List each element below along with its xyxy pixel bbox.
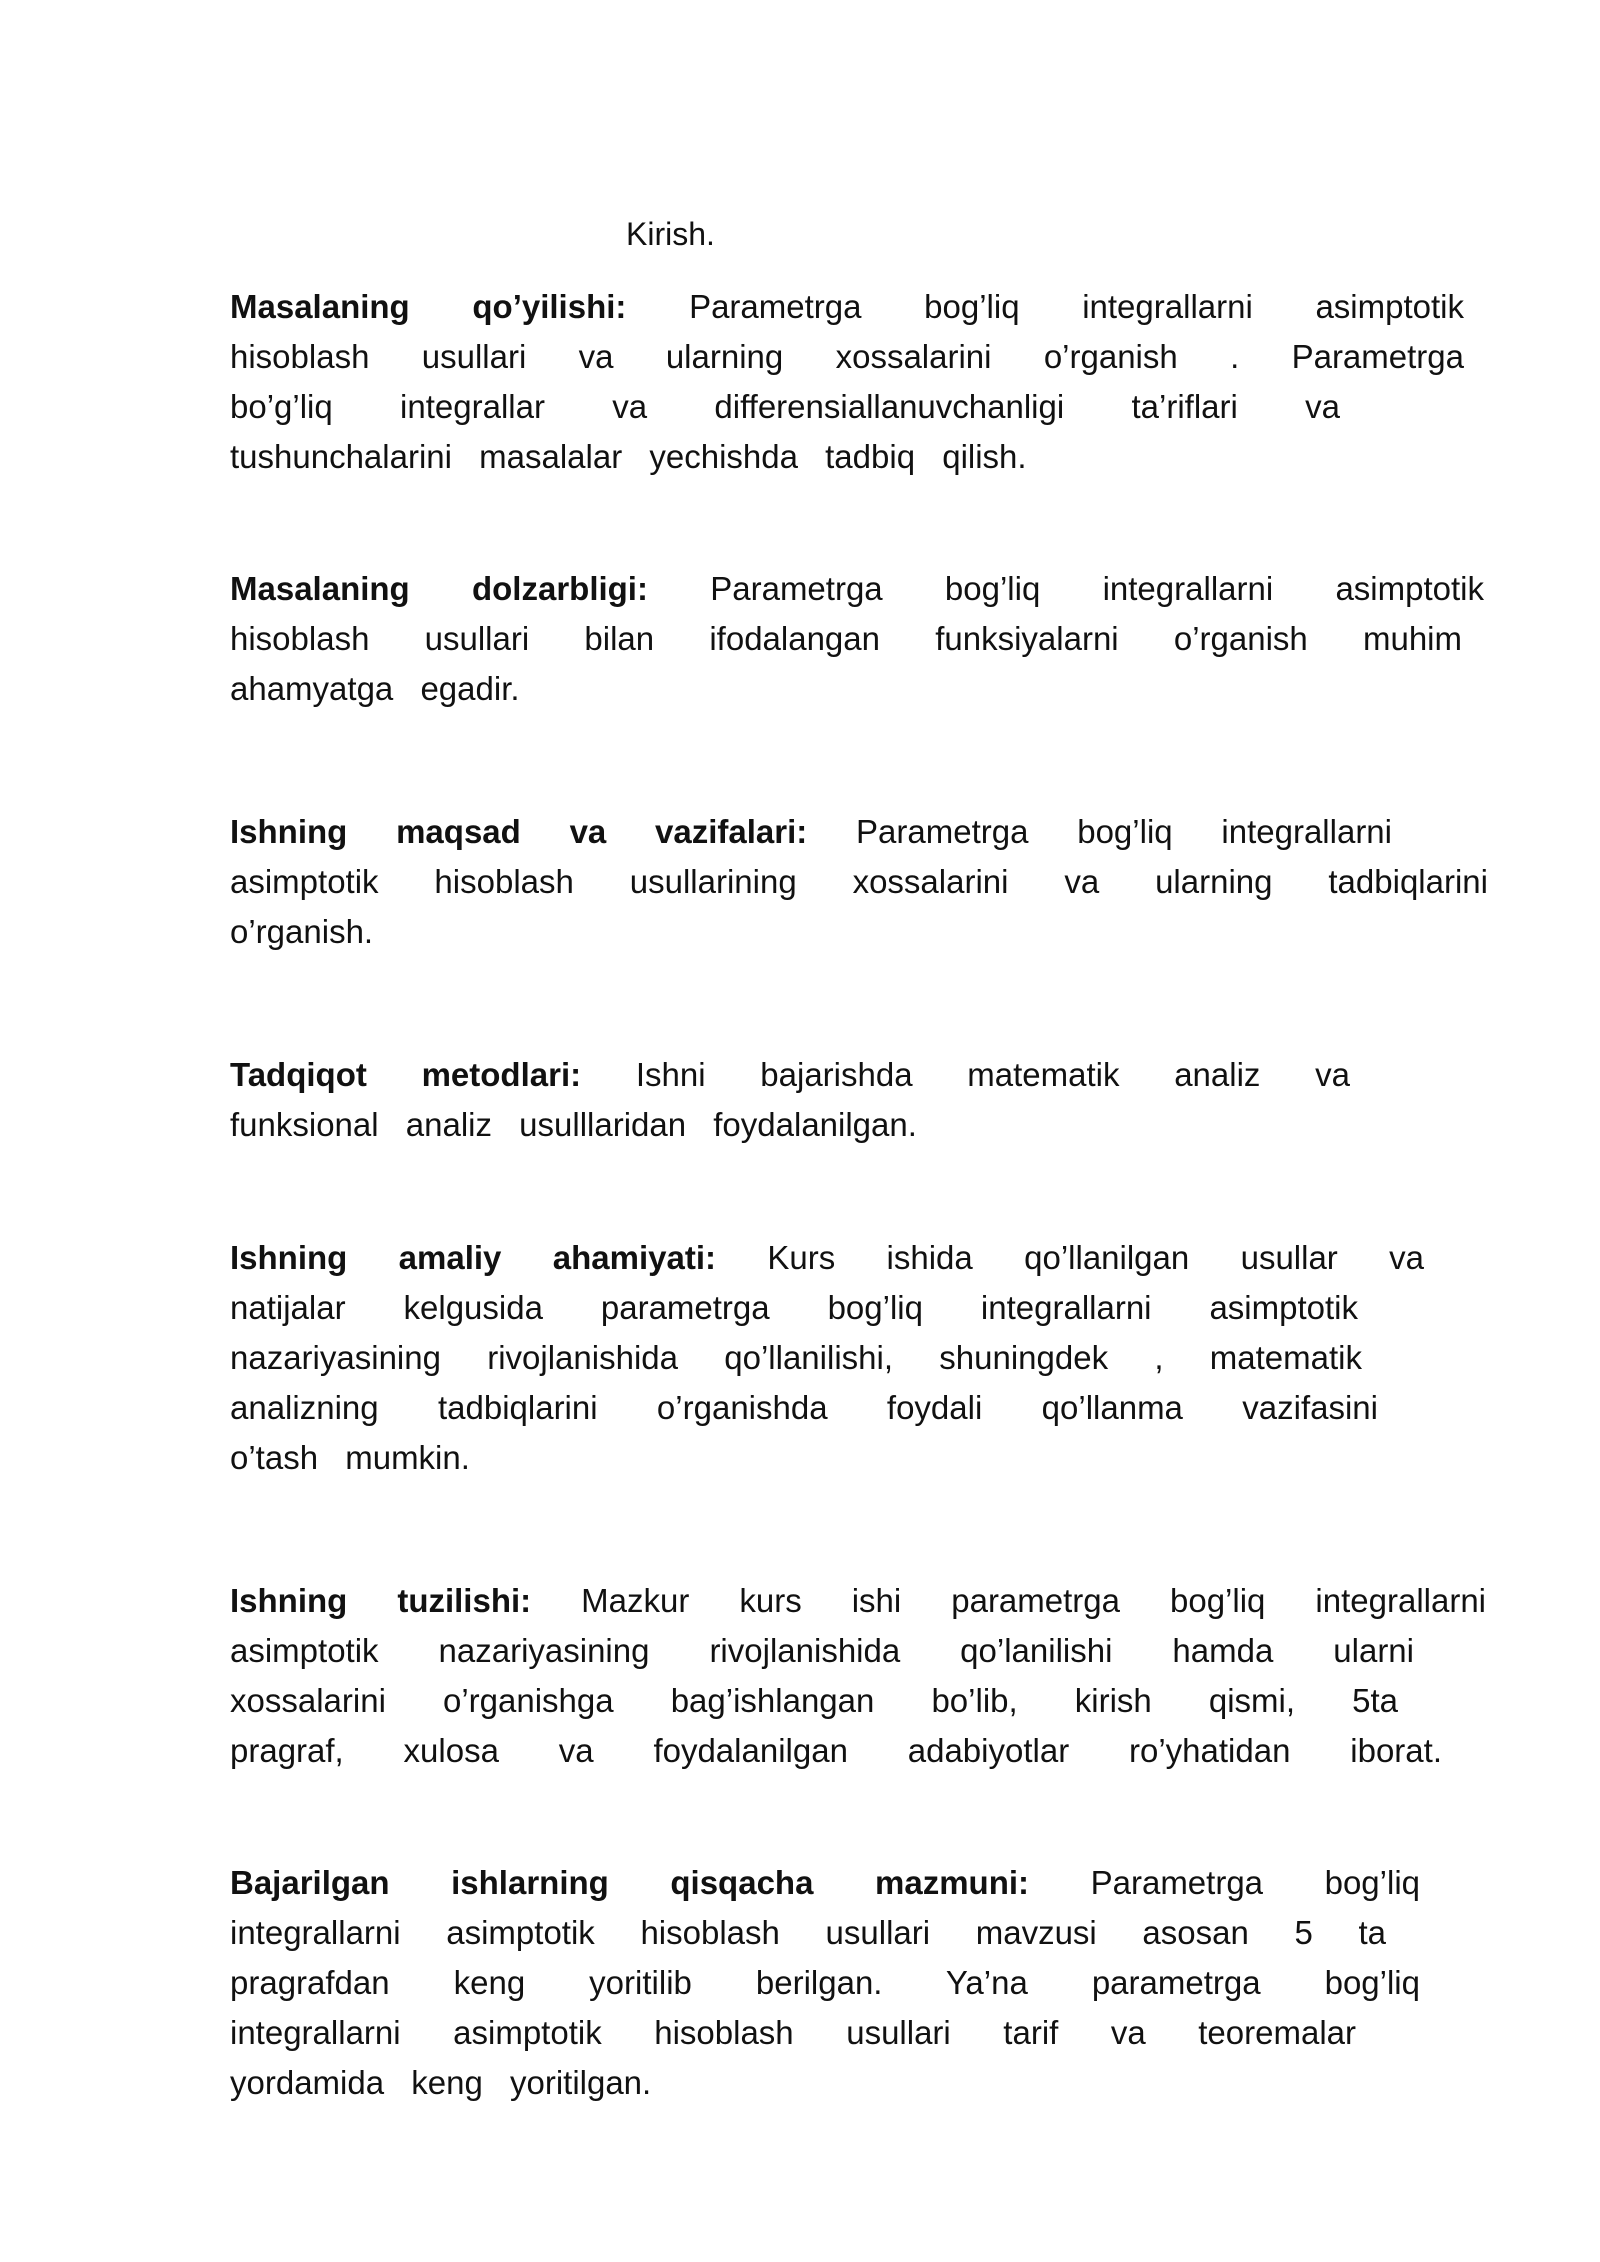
paragraph-line: asimptotik hisoblash usullarining xossalarini va ularning tadbiqlarini: [230, 863, 1488, 900]
paragraph-text: Ishni bajarishda matematik analiz va: [635, 1056, 1351, 1093]
paragraph-line: [230, 1050, 1350, 1100]
section-heading: Masalaning qo’yilishi:: [230, 288, 627, 325]
paragraph-line: hisoblash usullari va ularning xossalarini o’rganish . Parametrga: [230, 338, 1464, 375]
paragraph-line: [230, 807, 1392, 857]
paragraph-line: natijalar kelgusida parametrga bog’liq integrallarni asimptotik: [230, 1289, 1358, 1326]
section-heading: Tadqiqot metodlari:: [230, 1056, 582, 1093]
paragraph-line: integrallarni asimptotik hisoblash usullari mavzusi asosan 5 ta: [230, 1914, 1386, 1951]
paragraph-text: Kurs ishida qo’llanilgan usullar va: [767, 1239, 1425, 1276]
section-goals: [230, 807, 1488, 957]
paragraph-line: funksional analiz usulllaridan foydalanilgan.: [230, 1106, 917, 1143]
paragraph-line: ahamyatga egadir.: [230, 670, 520, 707]
paragraph-line: tushunchalarini masalalar yechishda tadbiq qilish.: [230, 438, 1027, 475]
paragraph-line: hisoblash usullari bilan ifodalangan funksiyalarni o’rganish muhim: [230, 620, 1462, 657]
section-heading: Bajarilgan ishlarning qisqacha mazmuni:: [230, 1864, 1030, 1901]
section-heading: Masalaning dolzarbligi:: [230, 570, 648, 607]
section-summary: [230, 1858, 1420, 2108]
paragraph-text: Parametrga bog’liq integrallarni: [856, 813, 1392, 850]
section-problem-statement: [230, 282, 1464, 482]
paragraph-text: Parametrga bog’liq: [1090, 1864, 1420, 1901]
section-methods: [230, 1050, 1350, 1150]
paragraph-line: [230, 1233, 1424, 1283]
paragraph-line: o’rganish.: [230, 913, 374, 950]
section-heading: Ishning maqsad va vazifalari:: [230, 813, 808, 850]
paragraph-line: pragrafdan keng yoritilib berilgan. Ya’na parametrga bog’liq: [230, 1964, 1420, 2001]
paragraph-line: [230, 1576, 1486, 1626]
paragraph-line: integrallarni asimptotik hisoblash usullari tarif va teoremalar: [230, 2014, 1356, 2051]
section-heading: Ishning tuzilishi:: [230, 1582, 532, 1619]
section-structure: [230, 1576, 1486, 1776]
section-practical-significance: [230, 1233, 1424, 1483]
page-title: Kirish.: [626, 216, 715, 252]
paragraph-text: Mazkur kurs ishi parametrga bog’liq integrallarni: [581, 1582, 1487, 1619]
paragraph-line: [230, 1858, 1420, 1908]
paragraph-text: Parametrga bog’liq integrallarni asimptotik: [689, 288, 1465, 325]
paragraph-line: yordamida keng yoritilgan.: [230, 2064, 652, 2101]
paragraph-line: pragraf, xulosa va foydalanilgan adabiyotlar ro’yhatidan iborat.: [230, 1732, 1442, 1769]
paragraph-line: xossalarini o’rganishga bag’ishlangan bo’lib, kirish qismi, 5ta: [230, 1682, 1398, 1719]
paragraph-line: asimptotik nazariyasining rivojlanishida qo’lanilishi hamda ularni: [230, 1632, 1414, 1669]
paragraph-line: nazariyasining rivojlanishida qo’llanilishi, shuningdek , matematik: [230, 1339, 1362, 1376]
paragraph-text: Parametrga bog’liq integrallarni asimptotik: [710, 570, 1484, 607]
paragraph-line: analizning tadbiqlarini o’rganishda foydali qo’llanma vazifasini: [230, 1389, 1378, 1426]
section-relevance: [230, 564, 1484, 714]
section-heading: Ishning amaliy ahamiyati:: [230, 1239, 716, 1276]
paragraph-line: [230, 564, 1484, 614]
paragraph-line: o’tash mumkin.: [230, 1439, 470, 1476]
paragraph-line: [230, 282, 1464, 332]
paragraph-line: bo’g’liq integrallar va differensiallanuvchanligi ta’riflari va: [230, 388, 1340, 425]
